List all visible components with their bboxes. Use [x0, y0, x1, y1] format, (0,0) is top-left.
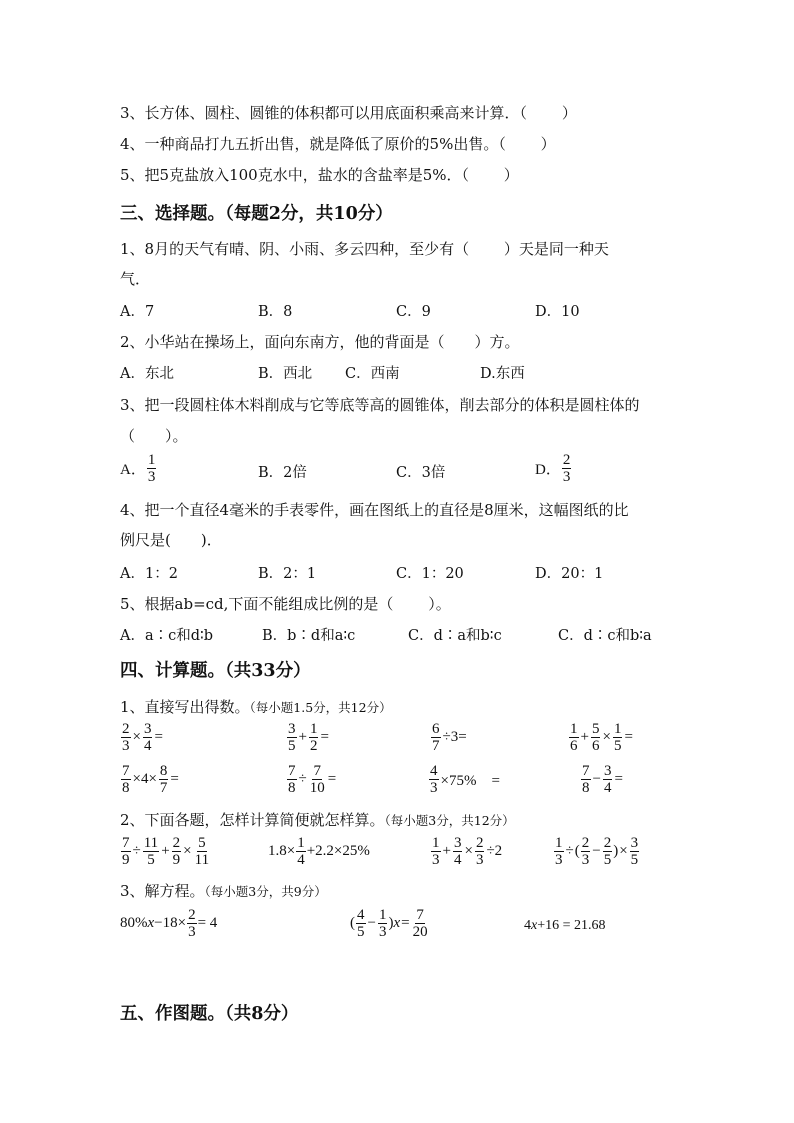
s3-q5-option-c: C．d∶a和b∶c	[408, 628, 502, 644]
calc-1-3: $\frac{6}{7}$ ÷3=	[432, 721, 467, 755]
s3-q3-option-b: B．2倍	[258, 465, 307, 481]
section-5-heading: 五、作图题。（共8分）	[120, 1004, 299, 1024]
s3-q2: 2、小华站在操场上，面向东南方，他的背面是（ ）方。	[120, 333, 520, 351]
s3-q4-option-b: B．2：1	[258, 566, 317, 582]
s4-part3-heading: 3、解方程。（每小题3分，共9分）	[120, 882, 327, 900]
section-4-heading: 四、计算题。（共33分）	[120, 661, 311, 681]
s3-q5-option-b: B．b∶d和a∶c	[262, 628, 356, 644]
equation-1: 80% x −18× $\frac{2}{3}$ = 4	[120, 907, 218, 941]
s3-q3-option-d: D． 2 3	[535, 452, 571, 486]
s3-q3-option-c: C．3倍	[396, 465, 446, 481]
calc-1-1: $\frac{2}{3}$ × $\frac{3}{4}$ =	[122, 721, 163, 755]
judge-q5: 5、把5克盐放入100克水中，盐水的含盐率是5%．（ ）	[120, 166, 519, 184]
s3-q1-line1: 1、8月的天气有晴、阴、小雨、多云四种，至少有（ ）天是同一种天	[120, 240, 609, 258]
calc-1-4: 1 6 + $\frac{5}{6}$ × $\frac{1}{5}$ =	[570, 721, 633, 755]
calc-2-1: $\frac{7}{9}$ ÷ $\frac{11}{5}$ + $\frac{2}{9}$ × $\frac{5}{11}$	[122, 835, 210, 869]
equation-3: 4 x +16 = 21.68	[524, 918, 606, 933]
s3-q5-option-a: A．a∶c和d∶b	[120, 628, 214, 644]
s3-q5-option-d: C．d∶c和b∶a	[558, 628, 652, 644]
judge-q3: 3、长方体、圆柱、圆锥的体积都可以用底面积乘高来计算．（ ）	[120, 104, 577, 122]
s3-q2-option-a: A．东北	[120, 366, 174, 382]
s3-q1-option-a: A．7	[120, 304, 155, 320]
s3-q4-line1: 4、把一个直径4毫米的手表零件，画在图纸上的直径是8厘米，这幅图纸的比	[120, 501, 629, 519]
s4-part2-note: （每小题3分，共12分）	[384, 813, 515, 828]
calc-2-2: 1.8× $\frac{1}{4}$ +2.2×25%	[268, 835, 370, 869]
s3-q2-option-c: C．西南	[345, 366, 400, 382]
s4-part2-heading: 2、下面各题，怎样计算简便就怎样算。（每小题3分，共12分）	[120, 811, 515, 829]
s3-q1-option-b: B．8	[258, 304, 293, 320]
calc-1-8: 7 8 − $\frac{3}{4}$ =	[582, 763, 623, 797]
s3-q3-line1: 3、把一段圆柱体木料削成与它等底等高的圆锥体，削去部分的体积是圆柱体的	[120, 396, 640, 414]
s3-q2-option-b: B．西北	[258, 366, 313, 382]
s3-q4-option-c: C．1：20	[396, 566, 464, 582]
equation-2: ( 4 5 − $\frac{1}{3}$ ) x = $\frac{7}{20}$	[350, 907, 428, 941]
s4-part1-note: （每小题1.5分，共12分）	[249, 700, 392, 715]
s3-q1-option-d: D．10	[535, 304, 580, 320]
s3-q2-option-d: D.东西	[480, 366, 525, 382]
judge-q4: 4、一种商品打九五折出售，就是降低了原价的5%出售。（ ）	[120, 135, 556, 153]
s3-q4-option-a: A．1：2	[120, 566, 178, 582]
s3-q4-option-d: D．20：1	[535, 566, 604, 582]
s4-part1-heading: 1、直接写出得数。（每小题1.5分，共12分）	[120, 698, 392, 716]
s3-q5: 5、根据ab=cd,下面不能组成比例的是（ ）。	[120, 595, 451, 613]
calc-1-7: $\frac{4}{3}$ ×75% =	[430, 763, 500, 797]
s3-q3-option-a: A． 1 3	[120, 452, 156, 486]
s3-q1-option-c: C．9	[396, 304, 431, 320]
calc-1-6: $\frac{7}{8}$ ÷ $\frac{7}{10}$ =	[288, 763, 337, 797]
s4-part3-note: （每小题3分，共9分）	[204, 884, 327, 899]
s3-q1-line2: 气．	[120, 270, 151, 288]
calc-2-4: $\frac{1}{3}$ ÷ ( 2 3 − $\frac{2}{5}$ ) × $\frac{3}{5}$	[555, 835, 639, 869]
calc-2-3: 1 3 + $\frac{3}{4}$ × $\frac{2}{3}$ ÷2	[432, 835, 503, 869]
s3-q3-line2: （ ）。	[120, 427, 188, 445]
calc-1-2: 3 5 + $\frac{1}{2}$ =	[288, 721, 329, 755]
calc-1-5: $\frac{7}{8}$ ×4× $\frac{8}{7}$ =	[122, 763, 179, 797]
s3-q4-line2: 例尺是( )．	[120, 531, 222, 549]
section-3-heading: 三、选择题。（每题2分，共10分）	[120, 204, 393, 224]
